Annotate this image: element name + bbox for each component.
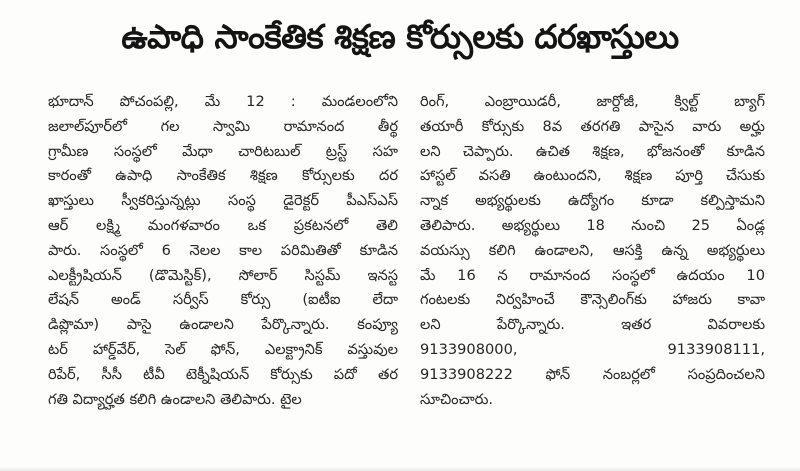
left-column-line: ఎలక్ట్రీషియన్ (డొమెస్టిక్), సోలార్ సిస్టమ్ ఇనస్ట xyxy=(48,266,398,284)
left-column-line: డిప్లొమా) పాసై ఉండాలని పేర్కొన్నారు. కంప్యూ xyxy=(48,316,398,334)
left-column-line: జలాల్‌పూర్‌లో గల స్వామి రామానంద తీర్థ xyxy=(48,117,398,135)
left-column-line: ఖాస్తులు స్వీకరిస్తున్నట్లు సంస్థ డైరెక్టర్ పీఎస్ఎస్ xyxy=(48,192,398,210)
headline: ఉపాధి సాంకేతిక శిక్షణ కోర్సులకు దరఖాస్తులు xyxy=(121,17,679,56)
right-column-line: లని పేర్కొన్నారు. ఇతర వివరాలకు xyxy=(420,316,765,334)
left-column-line: గ్రామీణ సంస్థలో మేధా చారిటబుల్ ట్రస్ట్ సహ xyxy=(48,142,398,160)
left-column-line: పారు. సంస్థలో 6 నెలల కాల పరిమితితో కూడిన xyxy=(48,241,398,259)
right-column-line: రింగ్, ఎంబ్రాయిడరీ, జార్దోజీ, క్విల్ట్ బ్యాగ్ xyxy=(420,93,765,110)
right-column-line: గంటలకు నిర్వహించే కౌన్సెలింగ్‌కు హాజరు కావా xyxy=(420,291,765,309)
right-column-line: న్నాక అభ్యర్థులకు ఉద్యోగం కూడా కల్పిస్తామని xyxy=(420,192,765,210)
left-column-line: గతి విద్యార్హత కలిగి ఉండాలని తెలిపారు. టైల xyxy=(48,390,302,408)
right-column-line: లని చెప్పారు. ఉచిత శిక్షణ, భోజనంతో కూడిన xyxy=(420,142,765,160)
left-column-line: టర్ హార్డ్‌వేర్, సెల్ ఫోన్, ఎలక్ట్రానిక్ వస్తువుల xyxy=(48,340,398,358)
right-column-line: తెలిపారు. అభ్యర్థులు 18 నుంచి 25 ఏండ్ల xyxy=(420,216,765,234)
right-column-line: హాస్టల్ వసతి ఉంటుందని, శిక్షణ పూర్తి చేసుకు xyxy=(420,167,765,185)
article-column-left xyxy=(48,90,398,412)
right-column-line: 9133908000, 9133908111, xyxy=(420,340,765,358)
right-column-line: సూచించారు. xyxy=(420,390,494,408)
right-column-line: మే 16 న రామానంద సంస్థలో ఉదయం 10 xyxy=(420,266,765,284)
left-column-line: కారంతో ఉపాధి సాంకేతిక శిక్షణ కోర్సులకు దర xyxy=(48,167,398,185)
right-column-line: తయారీ కోర్సుకు 8వ తరగతి పాసైన వారు అర్హు xyxy=(420,117,765,135)
right-column-line: వయస్సు కలిగి ఉండాలని, ఆసక్తి ఉన్న అభ్యర్థులు xyxy=(420,241,765,259)
left-column-line: ఆర్ లక్ష్మి మంగళవారం ఒక ప్రకటనలో తెలి xyxy=(48,216,398,234)
left-column-line: రిపేర్, సీసీ టీవీ టెక్నీషియన్ కోర్సుకు పదో తర xyxy=(48,365,398,383)
left-column-line: లేషన్ అండ్ సర్వీస్ కోర్సు (ఐటీఐ లేదా xyxy=(48,291,398,309)
left-column-line: భూదాన్ పోచంపల్లి, మే 12 : మండలంలోని xyxy=(48,93,398,110)
clipping-edge xyxy=(0,467,800,471)
right-column-line: 9133908222 ఫోన్ నంబర్లలో సంప్రదించలని xyxy=(420,365,765,383)
article-column-right xyxy=(420,90,765,412)
